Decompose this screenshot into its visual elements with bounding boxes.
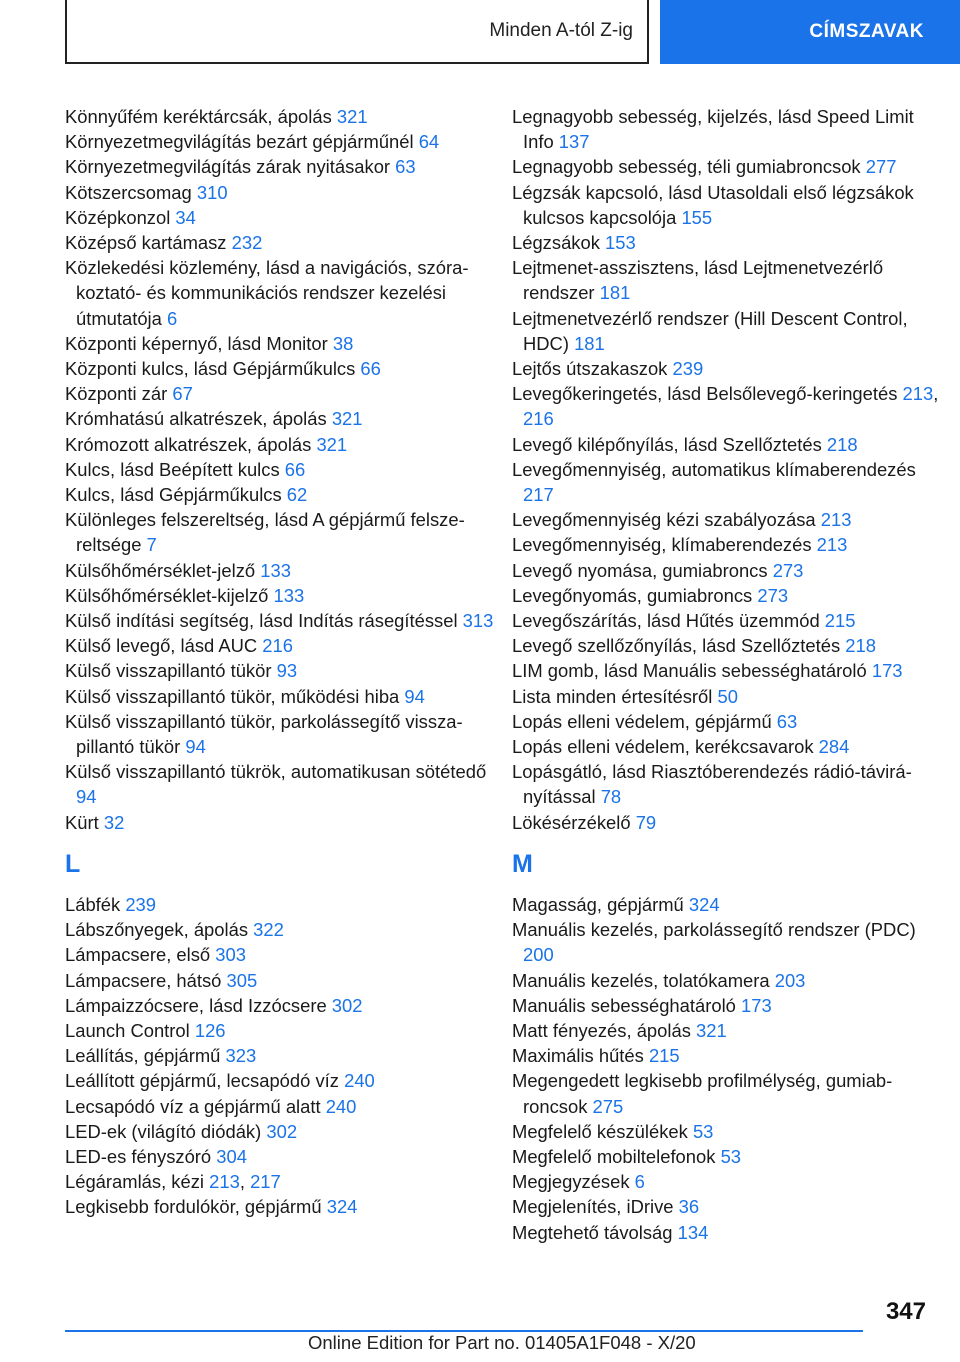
index-entry xyxy=(65,381,495,406)
page-reference-link[interactable]: 213 xyxy=(902,383,934,405)
index-term: Környezetmegvilágítás zárak nyitásakor xyxy=(65,156,396,178)
page-reference-link[interactable]: 239 xyxy=(125,893,157,915)
page-reference-link[interactable]: 213 xyxy=(209,1171,240,1193)
index-term: Megfelelő mobiltelefonok xyxy=(512,1145,721,1167)
page-reference-link[interactable]: 240 xyxy=(325,1095,357,1117)
page-reference-link[interactable]: 324 xyxy=(688,893,720,915)
index-term: Légzsák kapcsoló, lásd Utasoldali első légzsákok kulcsos kapcsolója xyxy=(512,181,914,228)
index-entry xyxy=(65,1194,495,1219)
index-entry xyxy=(65,432,495,457)
index-term: Külsőhőmérséklet-kijelző xyxy=(65,584,274,606)
index-term: Külső visszapillantó tükrök, automatikusan sötétedő xyxy=(65,761,487,783)
page-reference-link[interactable]: 79 xyxy=(635,811,657,833)
page-reference-link[interactable]: 34 xyxy=(175,206,196,228)
page-reference-link[interactable]: 216 xyxy=(262,635,293,657)
page-reference-link[interactable]: 67 xyxy=(172,383,193,405)
index-entry xyxy=(65,1068,495,1093)
index-entry xyxy=(65,892,495,917)
page-reference-link[interactable]: 64 xyxy=(418,131,440,153)
page-reference-link[interactable]: 321 xyxy=(331,408,363,430)
page-reference-link[interactable]: 137 xyxy=(558,131,590,153)
index-term: Lámpaizzócsere, lásd Izzócsere xyxy=(65,994,332,1016)
page-reference-link[interactable]: 310 xyxy=(196,181,228,203)
index-entry xyxy=(65,255,495,331)
index-entry xyxy=(65,154,495,179)
index-term: Környezetmegvilágítás bezárt gépjárműnél xyxy=(65,131,419,153)
index-entry xyxy=(512,154,942,179)
index-term: Legnagyobb sebesség, kijelzés, lásd Speed Limit Info xyxy=(512,106,914,153)
page-reference-link[interactable]: 62 xyxy=(286,484,308,506)
index-entry xyxy=(65,1119,495,1144)
index-term: Levegő nyomása, gumiabroncs xyxy=(512,559,773,581)
index-term: Levegőmennyiség, klímaberendezés xyxy=(512,534,817,556)
page-reference-link[interactable]: 232 xyxy=(231,232,263,254)
page-reference-link[interactable]: 181 xyxy=(599,282,631,304)
index-entry xyxy=(65,1144,495,1169)
index-term: Krómhatású alkatrészek, ápolás xyxy=(65,408,332,430)
index-term: Kulcs, lásd Beépített kulcs xyxy=(65,458,285,480)
header-section-box xyxy=(65,0,649,64)
page-reference-link[interactable]: 215 xyxy=(648,1045,680,1067)
index-entry xyxy=(65,104,495,129)
page-reference-link[interactable]: 302 xyxy=(331,994,363,1016)
page-reference-link[interactable]: 66 xyxy=(284,458,306,480)
index-term: Kürt xyxy=(65,811,104,833)
page-reference-link[interactable]: 93 xyxy=(276,660,298,682)
page-reference-link[interactable]: 302 xyxy=(266,1120,298,1142)
index-term: Lejtmenetvezérlő rendszer (Hill Descent Control, HDC) xyxy=(512,307,908,354)
index-entry xyxy=(512,255,942,305)
page-reference-link[interactable]: 321 xyxy=(316,433,348,455)
index-entry xyxy=(512,1018,942,1043)
page-reference-link[interactable]: 7 xyxy=(146,534,157,556)
page-reference-link[interactable]: 94 xyxy=(404,685,425,707)
index-entry xyxy=(512,633,942,658)
page-reference-link[interactable]: 324 xyxy=(326,1196,358,1218)
index-term: Levegőmennyiség, automatikus klímaberendezés xyxy=(512,458,916,480)
index-term: Levegő kilépőnyílás, lásd Szellőztetés xyxy=(512,433,827,455)
index-term: Középső kartámasz xyxy=(65,232,232,254)
index-term: Legnagyobb sebesség, téli gumiabroncsok xyxy=(512,156,866,178)
index-term: Megengedett legkisebb profilmélység, gumiabroncsok xyxy=(512,1070,893,1117)
index-term: Lecsapódó víz a gépjármű alatt xyxy=(65,1095,326,1117)
index-term: Légzsákok xyxy=(512,232,606,254)
index-entry xyxy=(512,608,942,633)
page-reference-link[interactable]: 133 xyxy=(260,559,291,581)
index-term: Lista minden értesítésről xyxy=(512,685,718,707)
index-entry xyxy=(512,1119,942,1144)
header-chapter-tab[interactable] xyxy=(660,0,960,64)
index-entry: Levegőkeringetés, lásd Belsőlevegő-keringetés 213, 216 xyxy=(512,383,939,430)
index-entry xyxy=(65,482,495,507)
index-entry xyxy=(512,1194,942,1219)
index-entry xyxy=(65,583,495,608)
index-term: Krómozott alkatrészek, ápolás xyxy=(65,433,317,455)
index-entry xyxy=(512,180,942,230)
index-term: Leállított gépjármű, lecsapódó víz xyxy=(65,1070,345,1092)
index-term: Lökésérzékelő xyxy=(512,811,636,833)
index-entry xyxy=(512,306,942,356)
index-entry: Légáramlás, kézi 213, 217 xyxy=(65,1171,281,1193)
page-reference-link[interactable]: 303 xyxy=(215,944,246,966)
page-reference-link[interactable]: 94 xyxy=(76,786,97,808)
index-entry xyxy=(512,1068,942,1118)
index-term: Légáramlás, kézi xyxy=(65,1171,210,1193)
index-term: Launch Control xyxy=(65,1019,195,1041)
index-entry xyxy=(65,1018,495,1043)
page-reference-link[interactable]: 173 xyxy=(871,660,903,682)
index-term: Megtehető távolság xyxy=(512,1221,678,1243)
page-reference-link[interactable]: 38 xyxy=(332,332,354,354)
page-reference-link[interactable]: 181 xyxy=(574,332,605,354)
index-entry xyxy=(65,810,495,835)
index-entry xyxy=(512,104,942,154)
page-reference-link[interactable]: 63 xyxy=(776,710,798,732)
index-entry xyxy=(512,734,942,759)
index-term: LED-ek (világító diódák) xyxy=(65,1120,267,1142)
page-reference-link[interactable]: 273 xyxy=(772,559,804,581)
index-entry xyxy=(65,1043,495,1068)
index-entry xyxy=(512,759,942,809)
index-term: Könnyűfém keréktárcsák, ápolás xyxy=(65,106,337,127)
index-entry xyxy=(512,1220,942,1245)
index-entry xyxy=(512,356,942,381)
page-reference-link[interactable]: 218 xyxy=(845,635,876,657)
page-reference-link[interactable]: 218 xyxy=(826,433,858,455)
index-entry xyxy=(512,230,942,255)
footer-edition-text: Online Edition for Part no. 01405A1F048 - X/20 xyxy=(308,1332,696,1353)
page-reference-link[interactable]: 53 xyxy=(692,1120,714,1142)
index-entry xyxy=(512,993,942,1018)
index-term: Lámpacsere, hátsó xyxy=(65,969,227,991)
index-entry xyxy=(512,583,942,608)
index-entry xyxy=(65,968,495,993)
page-reference-link[interactable]: 322 xyxy=(253,919,284,941)
page-reference-link[interactable]: 216 xyxy=(523,408,554,430)
page-reference-link[interactable]: 32 xyxy=(103,811,125,833)
index-entry xyxy=(65,633,495,658)
index-term: Külső levegő, lásd AUC xyxy=(65,635,263,657)
index-term: Lopásgátló, lásd Riasztóberendezés rádió-távirányítással xyxy=(512,761,912,808)
page-reference-link[interactable]: 63 xyxy=(395,156,416,178)
index-entry xyxy=(65,709,495,759)
index-term: Lejtős útszakaszok xyxy=(512,358,673,380)
page-reference-link[interactable]: 273 xyxy=(757,584,789,606)
page-reference-link[interactable]: 275 xyxy=(592,1095,624,1117)
index-term: Manuális kezelés, parkolássegítő rendszer (PDC) xyxy=(512,919,916,941)
index-term: Lábszőnyegek, ápolás xyxy=(65,919,254,941)
page-reference-link[interactable]: 53 xyxy=(720,1145,742,1167)
page-reference-link[interactable]: 217 xyxy=(250,1171,281,1193)
index-entry xyxy=(512,709,942,734)
index-term: Külső visszapillantó tükör, parkolássegítő visszapillantó tükör xyxy=(65,710,463,758)
index-term: Lámpacsere, első xyxy=(65,944,216,966)
index-entry xyxy=(512,810,942,835)
page-reference-link[interactable]: 78 xyxy=(600,786,622,808)
index-entry xyxy=(65,205,495,230)
page-reference-link[interactable]: 284 xyxy=(818,736,850,758)
page-reference-link[interactable]: 153 xyxy=(605,232,636,254)
index-entry xyxy=(512,558,942,583)
index-term: Központi zár xyxy=(65,383,173,405)
index-entry xyxy=(65,658,495,683)
index-entry xyxy=(65,993,495,1018)
page-reference-link[interactable]: 200 xyxy=(523,944,554,966)
page-reference-link[interactable]: 304 xyxy=(216,1145,247,1167)
index-term: Leállítás, gépjármű xyxy=(65,1045,226,1067)
page-reference-link[interactable]: 36 xyxy=(678,1196,700,1218)
index-entry xyxy=(512,684,942,709)
index-term: Levegő szellőzőnyílás, lásd Szellőztetés xyxy=(512,635,846,657)
page-reference-link[interactable]: 126 xyxy=(194,1019,226,1041)
index-entry xyxy=(512,1144,942,1169)
page-reference-link[interactable]: 323 xyxy=(225,1045,257,1067)
index-term: Közlekedési közlemény, lásd a navigációs, szórakoztató- és kommunikációs rendszer kezelési útmutatója xyxy=(65,257,469,329)
page-reference-link[interactable]: 155 xyxy=(681,206,713,228)
index-term: Magasság, gépjármű xyxy=(512,893,689,915)
index-term: LIM gomb, lásd Manuális sebességhatároló xyxy=(512,660,872,682)
index-term: LED-es fényszóró xyxy=(65,1145,217,1167)
page-reference-link[interactable]: 134 xyxy=(677,1221,709,1243)
index-entry xyxy=(65,331,495,356)
index-term: Megjegyzések xyxy=(512,1171,635,1193)
page-reference-link[interactable]: 6 xyxy=(634,1171,645,1193)
page-reference-link[interactable]: 203 xyxy=(774,969,806,991)
index-term: Külső indítási segítség, lásd Indítás rásegítéssel xyxy=(65,610,463,632)
index-entry xyxy=(65,129,495,154)
index-entry xyxy=(512,917,942,967)
index-term: Külsőhőmérséklet-jelző xyxy=(65,559,261,581)
index-term: Külső visszapillantó tükör, működési hiba xyxy=(65,685,405,707)
index-entry xyxy=(65,684,495,709)
page-reference-link[interactable]: 94 xyxy=(185,736,206,758)
index-term: Levegőnyomás, gumiabroncs xyxy=(512,584,758,606)
index-term: Manuális kezelés, tolatókamera xyxy=(512,969,775,991)
index-entry xyxy=(65,759,495,809)
page-reference-link[interactable]: 215 xyxy=(824,610,856,632)
index-entry xyxy=(512,532,942,557)
index-term: Maximális hűtés xyxy=(512,1045,649,1067)
index-entry xyxy=(65,608,495,633)
header-section-title: Minden A-tól Z-ig xyxy=(489,20,633,41)
index-term: Külső visszapillantó tükör xyxy=(65,660,277,682)
page-reference-link[interactable]: 173 xyxy=(741,994,772,1016)
header-chapter-title: CÍMSZAVAK xyxy=(809,21,924,42)
page-reference-link[interactable]: 277 xyxy=(865,156,897,178)
index-entry xyxy=(512,968,942,993)
index-entry xyxy=(65,558,495,583)
index-entry xyxy=(65,507,495,557)
index-term: Központi kulcs, lásd Gépjárműkulcs xyxy=(65,358,361,380)
index-column-right xyxy=(512,104,942,1245)
index-term: Lábfék xyxy=(65,893,126,915)
page-reference-link[interactable]: 217 xyxy=(523,484,554,506)
index-entry xyxy=(65,356,495,381)
index-entry xyxy=(512,1043,942,1068)
page-reference-link[interactable]: 239 xyxy=(672,358,704,380)
index-entry xyxy=(65,942,495,967)
index-entry xyxy=(512,892,942,917)
index-term: Lopás elleni védelem, gépjármű xyxy=(512,710,777,732)
index-letter-heading: L xyxy=(65,849,81,878)
index-letter-heading: M xyxy=(512,849,533,878)
index-term: Levegőmennyiség kézi szabályozása xyxy=(512,509,821,531)
index-entry xyxy=(512,658,942,683)
index-term: Matt fényezés, ápolás xyxy=(512,1019,697,1041)
index-term: Különleges felszereltség, lásd A gépjármű felszereltsége xyxy=(65,509,465,556)
page-reference-link[interactable]: 66 xyxy=(360,358,381,380)
index-entry xyxy=(65,180,495,205)
index-term: Levegőszárítás, lásd Hűtés üzemmód xyxy=(512,610,825,632)
index-entry xyxy=(65,406,495,431)
page-reference-link[interactable]: 321 xyxy=(696,1019,727,1041)
page-number: 347 xyxy=(885,1298,926,1325)
index-term: Manuális sebességhatároló xyxy=(512,994,742,1016)
index-entry xyxy=(65,917,495,942)
page-reference-link[interactable]: 321 xyxy=(336,106,368,127)
page-reference-link[interactable]: 213 xyxy=(820,509,852,531)
index-entry xyxy=(512,457,942,507)
page-reference-link[interactable]: 6 xyxy=(166,307,178,329)
page-reference-link[interactable]: 133 xyxy=(273,584,305,606)
index-entry xyxy=(512,507,942,532)
index-term: Lopás elleni védelem, kerékcsavarok xyxy=(512,736,819,758)
index-entry xyxy=(65,1094,495,1119)
index-term: Középkonzol xyxy=(65,206,176,228)
index-term: Megfelelő készülékek xyxy=(512,1120,693,1142)
index-term: Lejtmenet-asszisztens, lásd Lejtmenetvezérlő rendszer xyxy=(512,257,884,304)
index-entry xyxy=(512,1169,942,1194)
index-term: Megjelenítés, iDrive xyxy=(512,1196,679,1218)
page-reference-link[interactable]: 50 xyxy=(717,685,738,707)
index-term: Levegőkeringetés, lásd Belsőlevegő-keringetés xyxy=(512,383,903,405)
index-entry xyxy=(65,457,495,482)
page-reference-link[interactable]: 240 xyxy=(344,1070,375,1092)
index-term: Központi képernyő, lásd Monitor xyxy=(65,332,333,354)
index-column-left xyxy=(65,104,495,1220)
index-entry xyxy=(512,432,942,457)
index-term: Kulcs, lásd Gépjárműkulcs xyxy=(65,484,287,506)
page-reference-link[interactable]: 313 xyxy=(462,610,494,632)
page-reference-link[interactable]: 213 xyxy=(816,534,848,556)
index-term: Legkisebb fordulókör, gépjármű xyxy=(65,1196,327,1218)
index-entry xyxy=(65,230,495,255)
page-reference-link[interactable]: 305 xyxy=(226,969,258,991)
index-term: Kötszercsomag xyxy=(65,181,197,203)
